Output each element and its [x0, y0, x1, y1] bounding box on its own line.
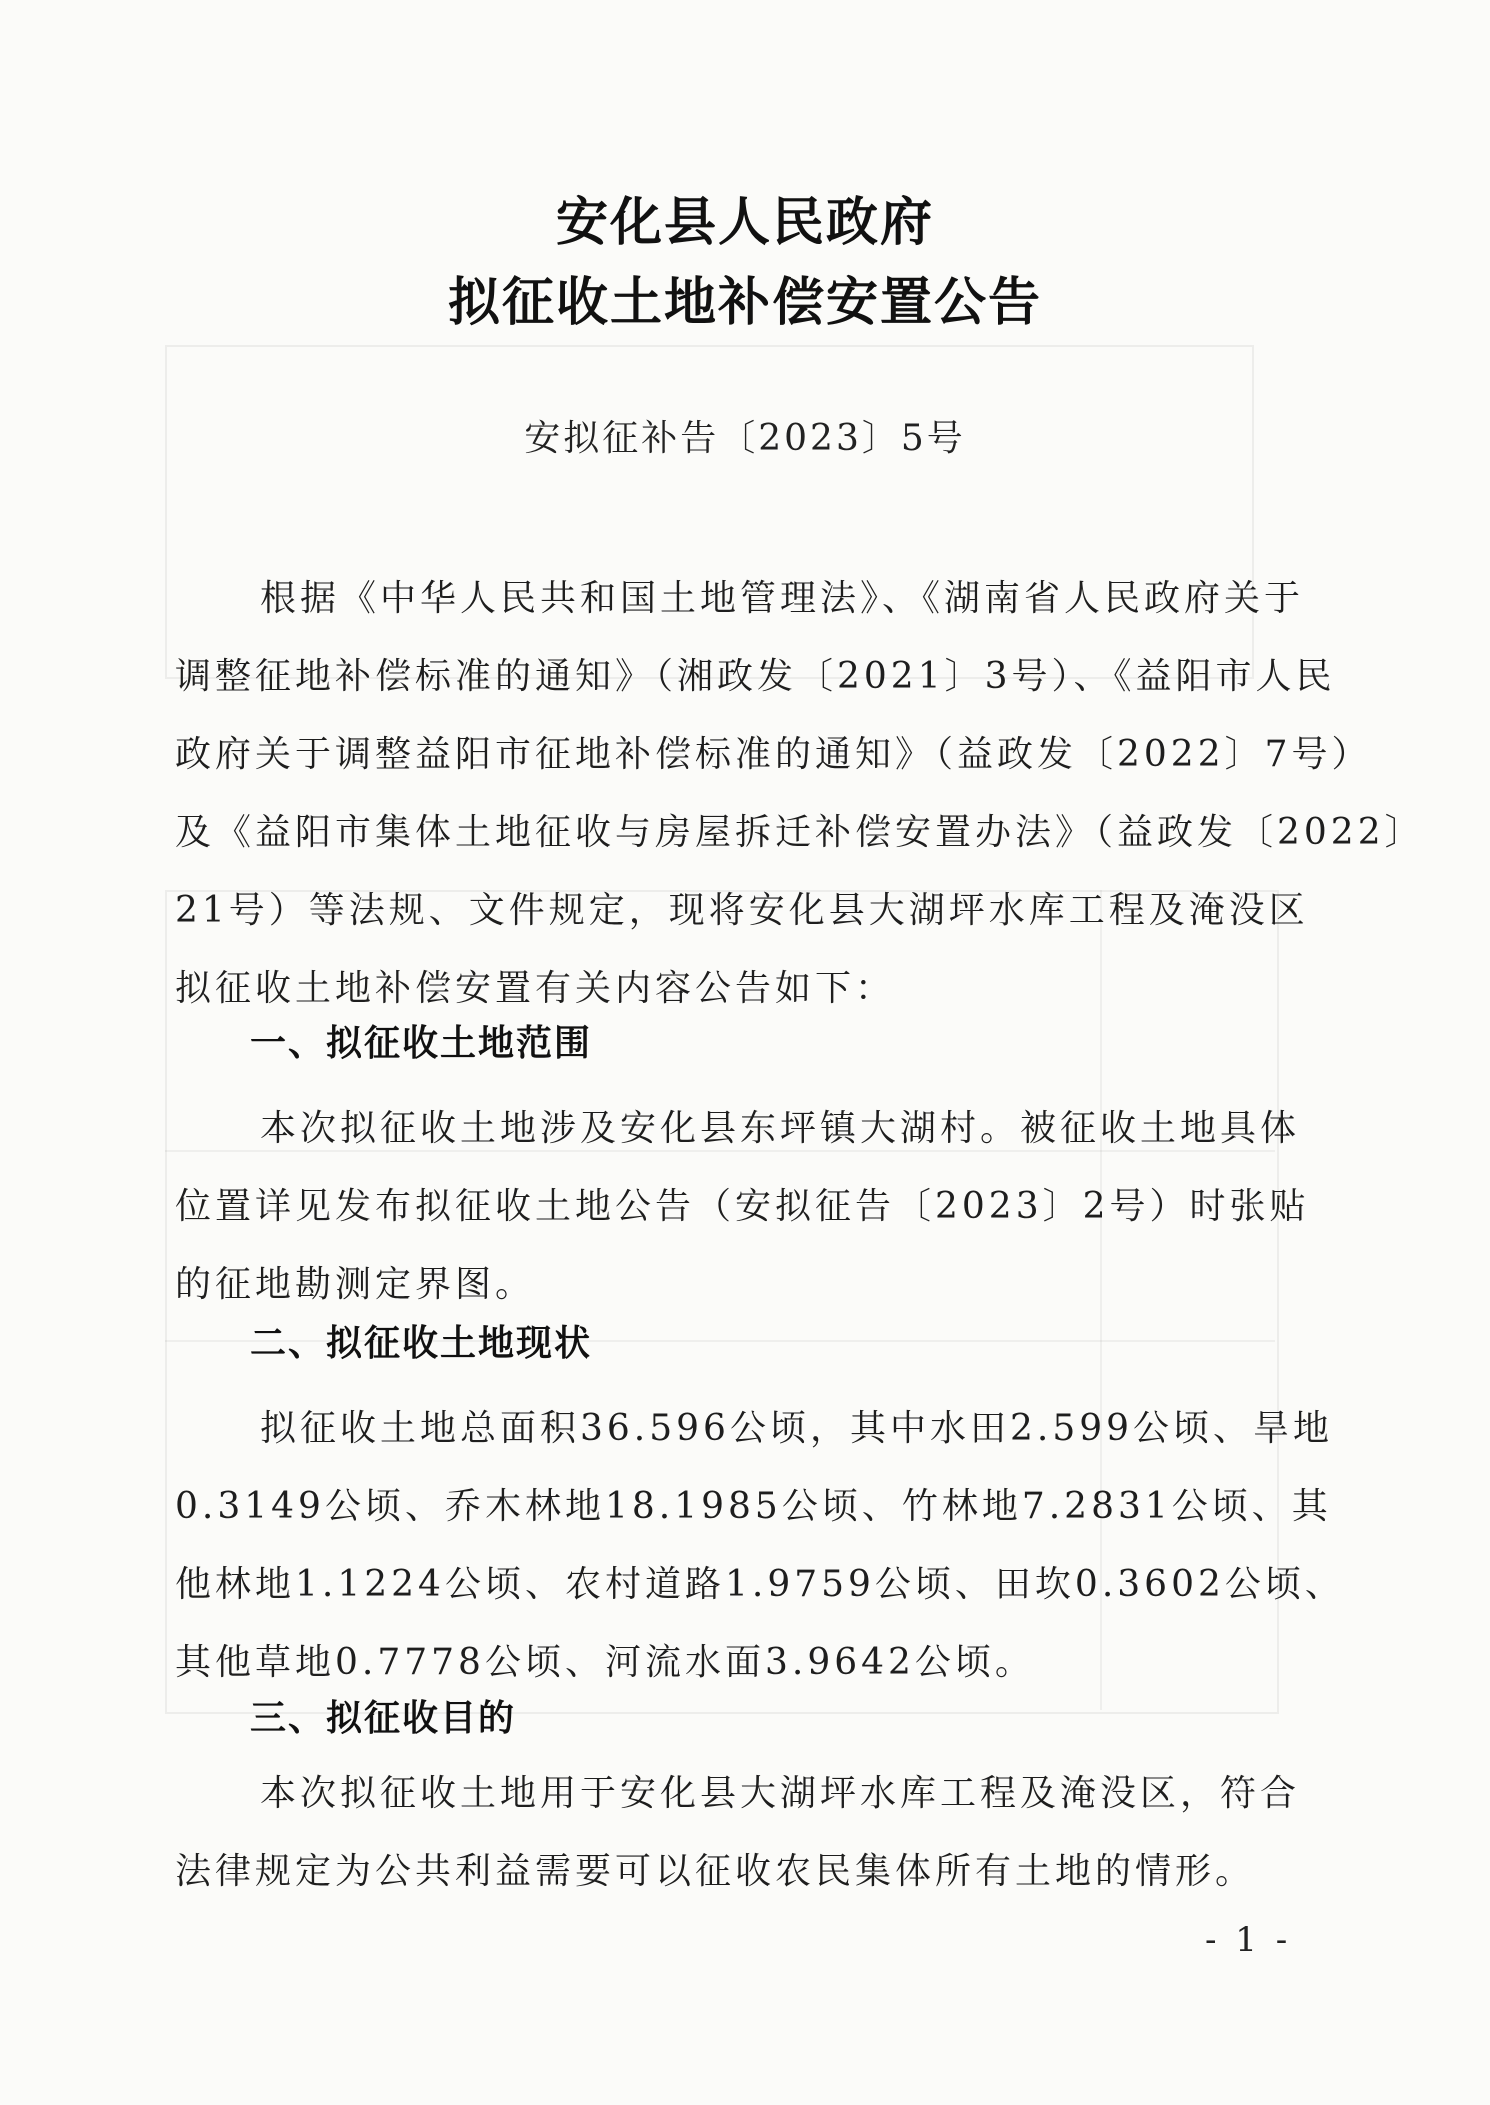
section-2-line: 其他草地0.7778公顷、河流水面3.9642公顷。	[175, 1642, 1035, 1683]
intro-paragraph	[175, 560, 1425, 1028]
intro-line: 政府关于调整益阳市征地补偿标准的通知》（益政发〔2022〕7号）	[175, 734, 1372, 775]
section-2-heading: 二、拟征收土地现状	[250, 1323, 593, 1364]
document-subtitle: 拟征收土地补偿安置公告	[447, 272, 1042, 333]
section-1-heading: 一、拟征收土地范围	[250, 1023, 593, 1064]
section-2-line: 拟征收土地总面积36.596公顷，其中水田2.599公顷、旱地	[260, 1408, 1334, 1449]
section-1-line: 本次拟征收土地涉及安化县东坪镇大湖村。被征收土地具体	[260, 1108, 1301, 1149]
document-title: 安化县人民政府	[555, 192, 934, 253]
section-3-heading: 三、拟征收目的	[250, 1698, 517, 1739]
document-number: 安拟征补告〔2023〕5号	[524, 418, 966, 459]
intro-line: 根据《中华人民共和国土地管理法》、《湖南省人民政府关于	[260, 578, 1305, 619]
section-3-paragraph	[175, 1755, 1301, 1911]
intro-line: 拟征收土地补偿安置有关内容公告如下：	[175, 968, 896, 1009]
section-3-line: 本次拟征收土地用于安化县大湖坪水库工程及淹没区，符合	[260, 1773, 1301, 1814]
section-2-paragraph	[175, 1390, 1345, 1702]
intro-line: 21号）等法规、文件规定，现将安化县大湖坪水库工程及淹没区	[175, 890, 1309, 931]
section-1-line: 位置详见发布拟征收土地公告（安拟征告〔2023〕2号）时张贴	[175, 1186, 1310, 1227]
intro-line: 及《益阳市集体土地征收与房屋拆迁补偿安置办法》（益政发〔2022〕	[175, 812, 1425, 853]
section-1-line: 的征地勘测定界图。	[175, 1264, 536, 1305]
section-2-line: 他林地1.1224公顷、农村道路1.9759公顷、田坎0.3602公顷、	[175, 1564, 1345, 1605]
intro-line: 调整征地补偿标准的通知》（湘政发〔2021〕3号）、《益阳市人民	[175, 656, 1336, 697]
section-1-paragraph	[175, 1090, 1310, 1324]
section-3-line: 法律规定为公共利益需要可以征收农民集体所有土地的情形。	[175, 1851, 1256, 1892]
section-2-line: 0.3149公顷、乔木林地18.1985公顷、竹林地7.2831公顷、其	[175, 1486, 1332, 1527]
page-number: - 1 -	[1205, 1920, 1292, 1960]
